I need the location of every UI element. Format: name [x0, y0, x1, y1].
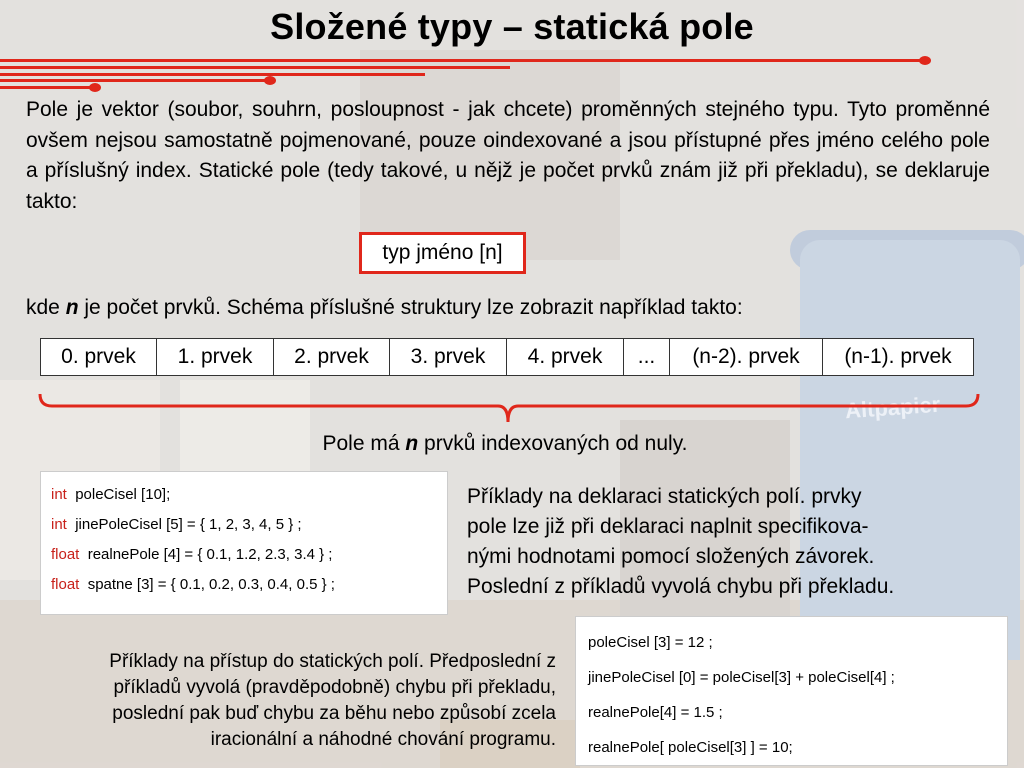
- code-line: int jinePoleCisel [5] = { 1, 2, 3, 4, 5 } ;: [51, 516, 302, 533]
- code-line: realnePole[ poleCisel[3] ] = 10;: [588, 739, 793, 756]
- curly-brace: [36, 392, 982, 426]
- array-cell: 2. prvek: [274, 339, 390, 376]
- access-examples-note: Příklady na přístup do statických polí. Předposlední z příkladů vyvolá (pravděpodobně) chybu při překladu, poslední pak buď chybu za běhu nebo způsobí zcela iracionální a náhodné chování programu.: [109, 651, 556, 750]
- array-schema-intro: kde n je počet prvků. Schéma příslušné struktury lze zobrazit například takto:: [26, 296, 743, 319]
- bg-bin-label: Altpapier: [844, 391, 942, 424]
- code-line: poleCisel [3] = 12 ;: [588, 634, 713, 651]
- array-cell: 1. prvek: [157, 339, 274, 376]
- array-cell: ...: [624, 339, 670, 376]
- declaration-syntax-box: typ jméno [n]: [359, 232, 526, 274]
- code-line: int poleCisel [10];: [51, 486, 171, 503]
- array-cell: (n-2). prvek: [670, 339, 823, 376]
- array-cell: 3. prvek: [390, 339, 507, 376]
- slide-title: Složené typy – statická pole: [270, 6, 754, 47]
- declaration-examples-box: [40, 471, 448, 615]
- code-line: float spatne [3] = { 0.1, 0.2, 0.3, 0.4, 0.5 } ;: [51, 576, 335, 593]
- access-examples-box: [575, 616, 1008, 766]
- code-line: float realnePole [4] = { 0.1, 1.2, 2.3, 3.4 } ;: [51, 546, 333, 563]
- declaration-examples-note: Příklady na deklaraci statických polí. prvky pole lze již při deklaraci naplnit specifikova- nými hodnotami pomocí složených závorek. Poslední z příkladů vyvolá chybu při překladu.: [467, 485, 895, 598]
- code-line: realnePole[4] = 1.5 ;: [588, 704, 723, 721]
- intro-paragraph: Pole je vektor (soubor, souhrn, posloupnost - jak chcete) proměnných stejného typu. Tyto proměnné ovšem nejsou samostatně pojmenované, pouze oindexované a jsou přístupné přes jméno celého pole a příslušný index. Statické pole (tedy takové, u nějž je počet prvků znám již při překladu), se deklaruje takto:: [26, 98, 990, 213]
- array-cell: 4. prvek: [507, 339, 624, 376]
- array-cell: 0. prvek: [41, 339, 157, 376]
- indexing-note: Pole má n prvků indexovaných od nuly.: [322, 432, 688, 455]
- code-line: jinePoleCisel [0] = poleCisel[3] + poleCisel[4] ;: [588, 669, 895, 686]
- array-schema-table: [40, 338, 974, 376]
- array-cell: (n-1). prvek: [823, 339, 974, 376]
